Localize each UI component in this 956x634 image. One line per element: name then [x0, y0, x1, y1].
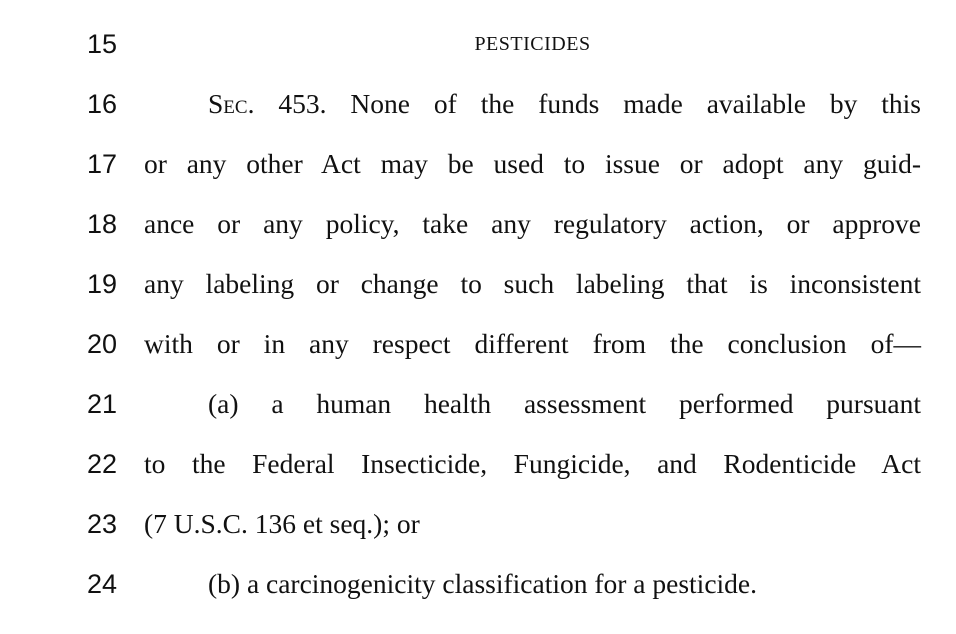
line-text: (b) a carcinogenicity classification for a pesticide.	[208, 568, 757, 599]
line-24	[0, 566, 956, 626]
line-text: (a) a human health assessment performed pursuant	[208, 388, 921, 419]
line-19	[0, 266, 956, 326]
line-22	[0, 446, 956, 506]
line-number: 19	[87, 269, 118, 299]
line-number: 21	[87, 389, 118, 419]
line-17	[0, 146, 956, 206]
line-number: 23	[87, 509, 118, 539]
line-15	[0, 26, 956, 86]
section-label: Sec.	[208, 88, 255, 119]
line-text: ance or any policy, take any regulatory action, or approve	[144, 208, 921, 239]
line-number: 24	[87, 569, 118, 599]
line-20	[0, 326, 956, 386]
line-18	[0, 206, 956, 266]
line-number: 20	[87, 329, 118, 359]
line-text: to the Federal Insecticide, Fungicide, and Rodenticide Act	[144, 448, 921, 479]
line-16	[0, 86, 956, 146]
line-number: 22	[87, 449, 118, 479]
section-heading: PESTICIDES	[474, 33, 591, 55]
section-text: 453. None of the funds made available by this	[278, 88, 921, 119]
line-number: 17	[87, 149, 118, 179]
line-text: or any other Act may be used to issue or adopt any guid-	[144, 148, 921, 179]
line-23	[0, 506, 956, 566]
line-number: 18	[87, 209, 118, 239]
line-text: any labeling or change to such labeling that is inconsistent	[144, 268, 921, 299]
line-text: (7 U.S.C. 136 et seq.); or	[144, 508, 420, 539]
line-number: 16	[87, 89, 118, 119]
line-text	[208, 86, 921, 122]
line-text: with or in any respect different from the conclusion of—	[144, 328, 921, 359]
line-21	[0, 386, 956, 446]
line-number: 15	[87, 29, 118, 59]
